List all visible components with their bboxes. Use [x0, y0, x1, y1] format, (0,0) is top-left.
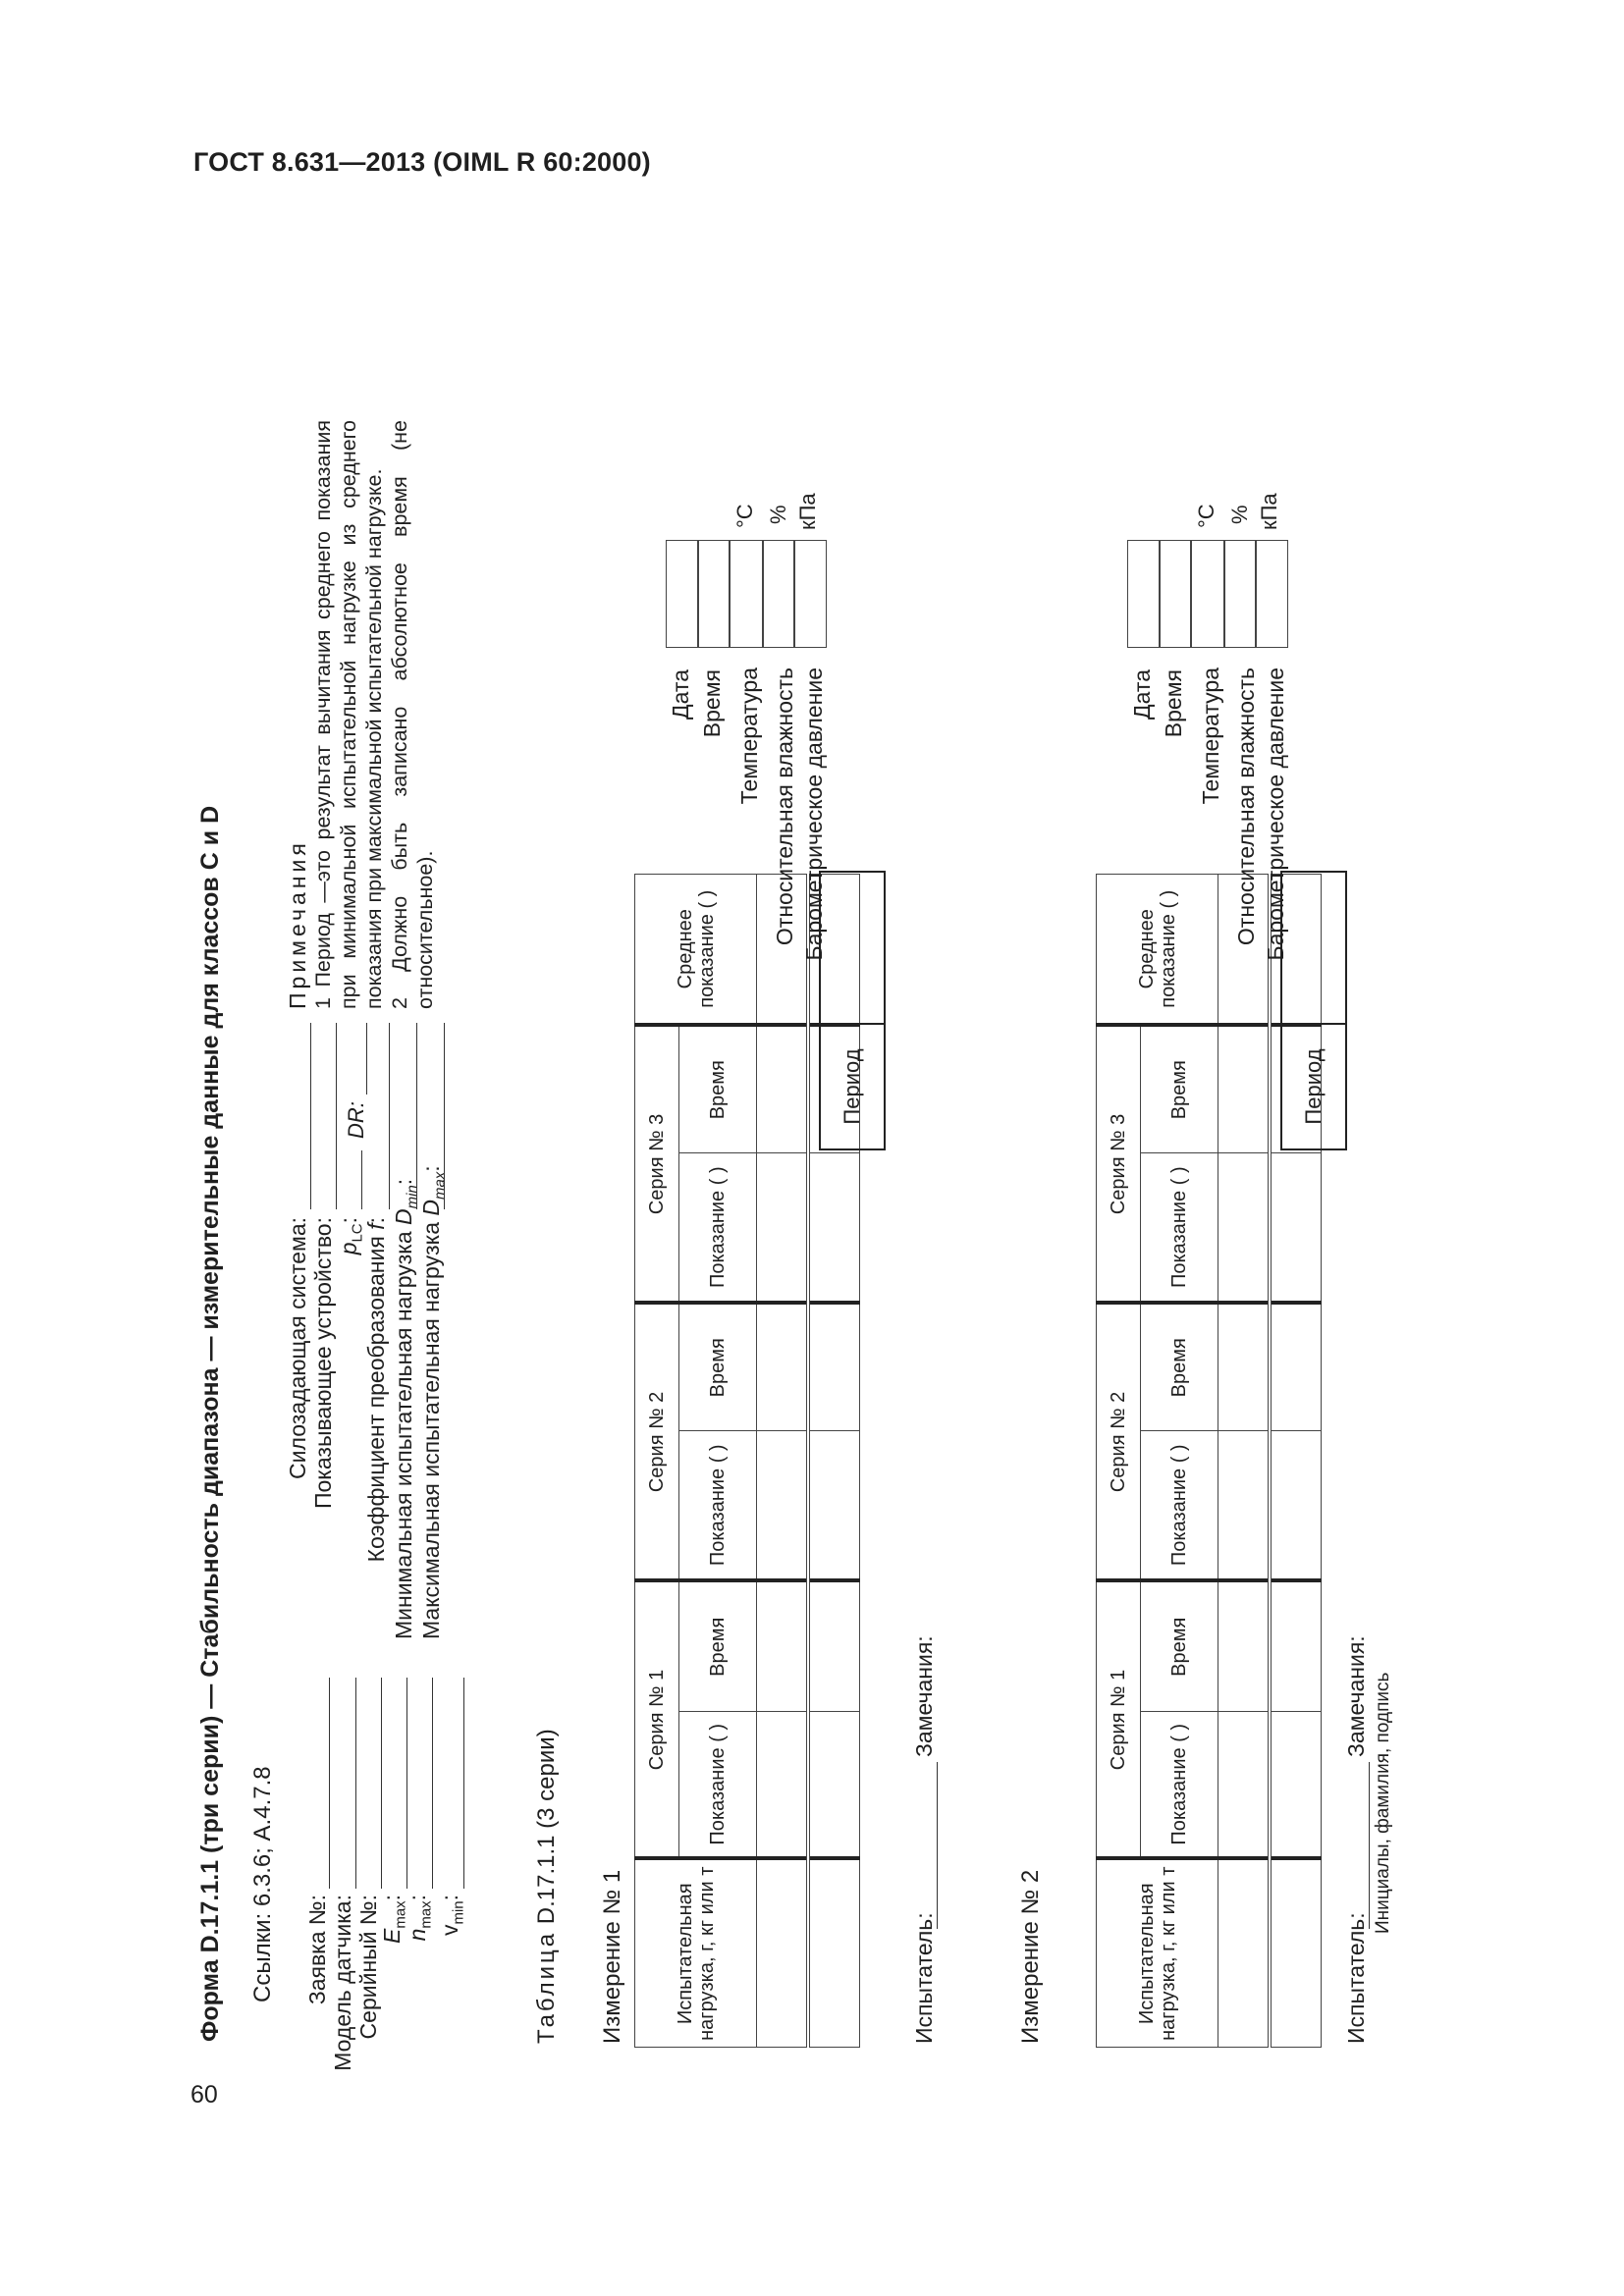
field-dmax-line[interactable] [444, 1023, 445, 1209]
m1-time-label: Время [699, 669, 725, 738]
field-application-no-label: Заявка №: [304, 1895, 330, 2005]
notes-title: Примечания [285, 839, 310, 1009]
reading-header: Показание ( ) [1141, 1712, 1218, 1859]
m1-temperature-label: Температура [736, 667, 762, 805]
load-header: Испытательная нагрузка, г, кг или т [1097, 1859, 1218, 2048]
table-cell[interactable] [1270, 1303, 1322, 1430]
field-nmax-label: $n_{max}$: [405, 1895, 435, 1942]
m2-pressure-label: Барометрическое давление [1263, 667, 1288, 961]
m2-temperature-label: Температура [1198, 667, 1223, 805]
table-cell[interactable] [757, 1859, 809, 2048]
field-nmax-line[interactable] [432, 1678, 433, 1889]
reading-header: Показание ( ) [1141, 1430, 1218, 1580]
table-cell[interactable] [808, 1303, 860, 1430]
time-header: Время [1141, 1303, 1218, 1430]
reading-header: Показание ( ) [1141, 1152, 1218, 1303]
field-plc-line[interactable] [361, 1150, 362, 1209]
average-header: Среднее показание ( ) [1097, 874, 1218, 1025]
series-2-header: Серия № 2 [635, 1303, 679, 1580]
field-vmin-line[interactable] [463, 1678, 464, 1889]
m2-time-cell[interactable] [1159, 540, 1192, 648]
field-conversion-line[interactable] [389, 1023, 390, 1209]
field-serial-label: Серийный №: [355, 1895, 381, 2040]
reading-header: Показание ( ) [679, 1430, 757, 1580]
series-3-header: Серия № 3 [1097, 1025, 1141, 1303]
reading-header: Показание ( ) [679, 1152, 757, 1303]
field-conversion-label: Коэффициент преобразования f: [363, 1217, 389, 1563]
series-2-header: Серия № 2 [1097, 1303, 1141, 1580]
table-cell[interactable] [1218, 1303, 1271, 1430]
time-header: Время [679, 1025, 757, 1152]
table-cell[interactable] [757, 1303, 809, 1430]
field-dmax-label: Максимальная испытательная нагрузка $D_{max}$: [418, 1165, 449, 1639]
field-indicator-label: Показывающее устройство: [310, 1217, 336, 1510]
m2-temperature-cell[interactable] [1190, 540, 1225, 648]
measurement-1-tester-label: Испытатель: [911, 1912, 937, 2044]
m2-unit-temp: °С [1194, 504, 1218, 528]
table-cell[interactable] [808, 1430, 860, 1580]
series-1-header: Серия № 1 [1097, 1580, 1141, 1858]
table-cell[interactable] [757, 1025, 809, 1152]
measurement-2-period-label: Период [1280, 1023, 1347, 1150]
m2-unit-pressure: кПа [1257, 493, 1281, 530]
measurement-1-title: Измерение № 1 [599, 1869, 625, 2044]
m1-pressure-cell[interactable] [793, 540, 827, 648]
table-cell[interactable] [1218, 1152, 1271, 1303]
measurement-1-tester-line[interactable] [937, 1762, 938, 1929]
field-dr-label: DR: [344, 1101, 368, 1139]
field-plc-label: $p_{LC}$: [336, 1217, 366, 1255]
m2-pressure-cell[interactable] [1255, 540, 1288, 648]
field-dmin-label: Минимальная испытательная нагрузка $D_{min}$: [391, 1178, 421, 1639]
average-header: Среднее показание ( ) [635, 874, 757, 1025]
table-cell[interactable] [757, 1712, 809, 1859]
note-2: 2 Должно быть записано абсолютное время (не относительное). [388, 420, 437, 1009]
page-number: 60 [190, 2081, 218, 2109]
table-cell[interactable] [757, 1152, 809, 1303]
m1-pressure-label: Барометрическое давление [801, 667, 827, 961]
table-cell[interactable] [1270, 1580, 1322, 1711]
field-model-label: Модель датчика: [330, 1895, 355, 2071]
m2-date-cell[interactable] [1127, 540, 1161, 648]
signature-caption: Инициалы, фамилия, подпись [1373, 1672, 1393, 1934]
m2-date-label: Дата [1129, 669, 1155, 720]
m2-humidity-cell[interactable] [1223, 540, 1257, 648]
series-3-header: Серия № 3 [635, 1025, 679, 1303]
measurement-2-title: Измерение № 2 [1017, 1869, 1044, 2044]
table-cell[interactable] [1218, 1712, 1271, 1859]
table-cell[interactable] [1270, 1859, 1322, 2048]
field-loading-system-line[interactable] [310, 1023, 311, 1209]
measurement-2-tester-line[interactable] [1369, 1762, 1370, 1929]
table-cell[interactable] [1270, 1712, 1322, 1859]
m1-unit-pressure: кПа [795, 493, 820, 530]
table-cell[interactable] [808, 1580, 860, 1711]
measurement-1-remarks-label: Замечания: [911, 1635, 937, 1757]
table-cell[interactable] [1270, 1152, 1322, 1303]
table-cell[interactable] [1218, 1859, 1271, 2048]
table-cell[interactable] [1218, 1430, 1271, 1580]
field-emax-label: $E_{max}$: [379, 1895, 409, 1944]
measurement-1-period-value[interactable] [819, 871, 886, 1025]
table-cell[interactable] [808, 1152, 860, 1303]
rotated-form [187, 216, 1394, 2071]
measurement-2-remarks-label: Замечания: [1343, 1635, 1369, 1757]
m1-date-cell[interactable] [666, 540, 699, 648]
field-vmin-label: $v_{min}$: [437, 1895, 467, 1936]
m2-unit-humidity: % [1227, 505, 1252, 524]
m1-humidity-cell[interactable] [762, 540, 795, 648]
measurement-2-period-value[interactable] [1280, 871, 1347, 1025]
notes-block [285, 420, 438, 1009]
m1-humidity-label: Относительная влажность [772, 667, 797, 946]
measurement-2-tester-label: Испытатель: [1343, 1912, 1369, 2044]
page-header: ГОСТ 8.631—2013 (OIML R 60:2000) [193, 147, 651, 177]
table-cell[interactable] [1218, 1580, 1271, 1711]
note-1: 1 Период —это результат вычитания среднего показания при минимальной испытательной нагрузке из среднего показания при максимальной испытательной нагрузке. [311, 420, 386, 1009]
m1-unit-temp: °С [732, 504, 757, 528]
table-caption: Таблица D.17.1.1 (3 серии) [533, 1729, 560, 2044]
time-header: Время [1141, 1025, 1218, 1152]
load-header: Испытательная нагрузка, г, кг или т [635, 1859, 757, 2048]
form-title: Форма D.17.1.1 (три серии) — Стабильность диапазона — измерительные данные для классов С и D [196, 805, 224, 2042]
table-cell[interactable] [1270, 1430, 1322, 1580]
field-model-line[interactable] [355, 1678, 356, 1889]
form-references: Ссылки: 6.3.6; А.4.7.8 [249, 1766, 276, 2002]
time-header: Время [1141, 1580, 1218, 1711]
measurement-1-period-label: Период [819, 1023, 886, 1150]
field-serial-line[interactable] [381, 1678, 382, 1889]
m1-unit-humidity: % [766, 505, 790, 524]
field-loading-system-label: Силозадающая система: [285, 1217, 310, 1479]
table-cell[interactable] [757, 1430, 809, 1580]
series-1-header: Серия № 1 [635, 1580, 679, 1858]
time-header: Время [679, 1303, 757, 1430]
m2-humidity-label: Относительная влажность [1233, 667, 1259, 946]
time-header: Время [679, 1580, 757, 1711]
field-indicator-line[interactable] [336, 1023, 337, 1209]
field-emax-line[interactable] [406, 1678, 407, 1889]
m1-time-cell[interactable] [697, 540, 731, 648]
field-dr-line[interactable] [366, 1023, 367, 1095]
m1-temperature-cell[interactable] [729, 540, 764, 648]
table-cell[interactable] [757, 1580, 809, 1711]
table-cell[interactable] [808, 1712, 860, 1859]
m1-date-label: Дата [668, 669, 693, 720]
field-application-no-line[interactable] [329, 1678, 330, 1889]
table-cell[interactable] [1218, 1025, 1271, 1152]
m2-time-label: Время [1161, 669, 1186, 738]
table-cell[interactable] [808, 1859, 860, 2048]
field-dmin-line[interactable] [416, 1023, 417, 1209]
reading-header: Показание ( ) [679, 1712, 757, 1859]
